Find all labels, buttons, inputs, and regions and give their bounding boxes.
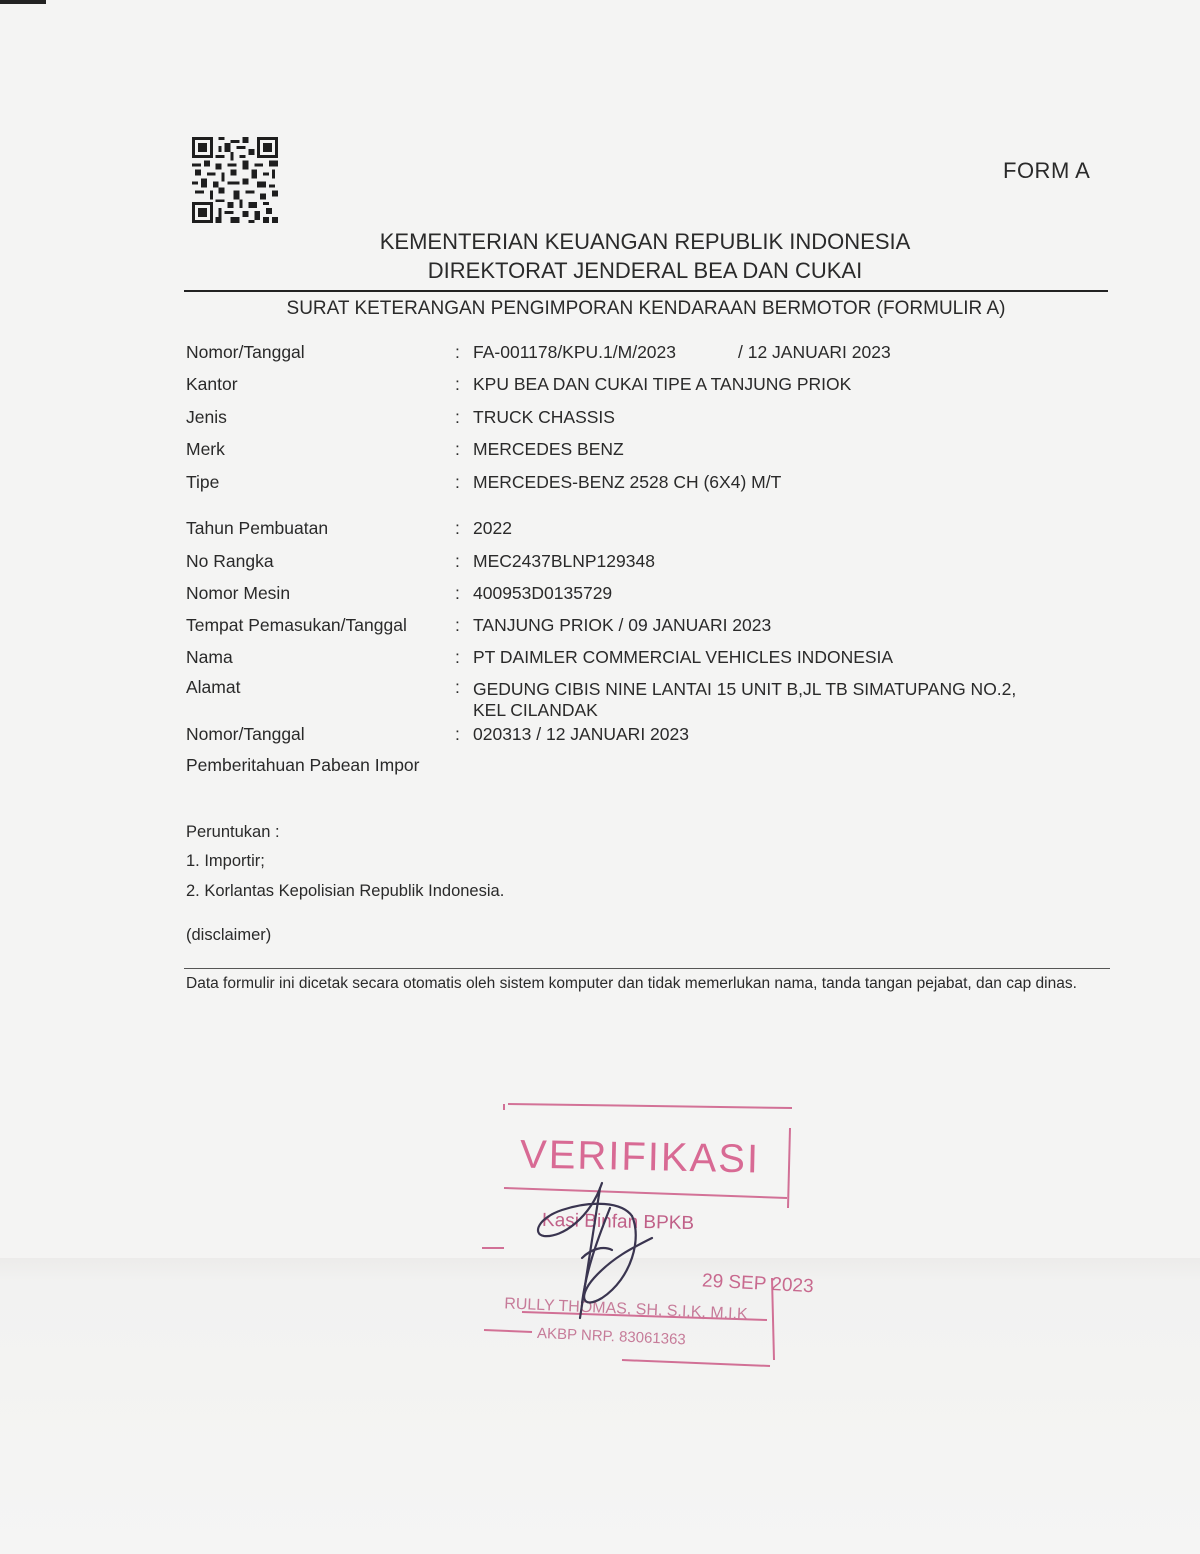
peruntukan-title: Peruntukan : xyxy=(186,823,280,841)
field-colon: : xyxy=(455,342,460,362)
qr-code-icon xyxy=(192,137,278,223)
field-label: Nomor/Tanggal xyxy=(186,724,305,744)
field-colon: : xyxy=(455,647,460,667)
field-colon: : xyxy=(455,583,460,603)
field-value-date: / 12 JANUARI 2023 xyxy=(738,342,891,362)
field-colon: : xyxy=(455,551,460,571)
disclaimer-text: Data formulir ini dicetak secara otomatis oleh sistem komputer dan tidak memerlukan nama, tanda tangan pejabat, dan cap dinas. xyxy=(186,975,1077,992)
stamp-date: 29 SEP 2023 xyxy=(701,1270,815,1298)
field-label: Nomor/Tanggal xyxy=(186,342,305,362)
field-value: GEDUNG CIBIS NINE LANTAI 15 UNIT B,JL TB SIMATUPANG NO.2, xyxy=(473,679,1017,699)
stamp-rank: AKBP NRP. 83061363 xyxy=(536,1324,687,1349)
field-colon: : xyxy=(455,407,460,427)
field-value: MERCEDES BENZ xyxy=(473,439,624,459)
document-title: SURAT KETERANGAN PENGIMPORAN KENDARAAN BERMOTOR (FORMULIR A) xyxy=(286,298,1006,319)
field-colon: : xyxy=(455,615,460,635)
field-label: Merk xyxy=(186,439,225,459)
field-label: Nomor Mesin xyxy=(186,583,291,603)
field-colon: : xyxy=(455,677,460,697)
peruntukan-item: 1. Importir; xyxy=(186,852,265,870)
field-value: 2022 xyxy=(473,518,512,538)
verification-stamp xyxy=(482,1098,815,1366)
field-value: MERCEDES-BENZ 2528 CH (6X4) M/T xyxy=(473,472,782,492)
stamp-name: RULLY THOMAS, SH, S.I.K, M.I.K xyxy=(503,1295,749,1324)
field-value: TANJUNG PRIOK / 09 JANUARI 2023 xyxy=(473,615,772,635)
disclaimer-label: (disclaimer) xyxy=(186,926,272,944)
field-label: Jenis xyxy=(186,407,227,427)
stamp-position: Kasi Binfan BPKB xyxy=(541,1209,695,1235)
field-label-line2: Pemberitahuan Pabean Impor xyxy=(186,755,420,775)
field-value-line2: KEL CILANDAK xyxy=(473,700,598,720)
field-label: No Rangka xyxy=(186,551,274,571)
field-label: Alamat xyxy=(186,677,241,697)
field-value: KPU BEA DAN CUKAI TIPE A TANJUNG PRIOK xyxy=(473,374,852,394)
field-label: Tahun Pembuatan xyxy=(186,518,329,538)
field-value: MEC2437BLNP129348 xyxy=(473,551,655,571)
field-label: Kantor xyxy=(186,374,238,394)
disclaimer-divider xyxy=(184,968,1110,969)
ministry-name: KEMENTERIAN KEUANGAN REPUBLIK INDONESIA xyxy=(379,229,911,254)
field-value: 020313 / 12 JANUARI 2023 xyxy=(473,724,689,744)
field-value: PT DAIMLER COMMERCIAL VEHICLES INDONESIA xyxy=(473,647,894,667)
field-label: Tempat Pemasukan/Tanggal xyxy=(186,615,407,635)
directorate-name: DIREKTORAT JENDERAL BEA DAN CUKAI xyxy=(427,258,863,283)
field-value: FA-001178/KPU.1/M/2023 xyxy=(473,342,676,362)
field-colon: : xyxy=(455,374,460,394)
field-colon: : xyxy=(455,724,460,744)
form-label: FORM A xyxy=(1003,158,1091,183)
peruntukan-item: 2. Korlantas Kepolisian Republik Indonesia. xyxy=(186,882,505,900)
field-value: TRUCK CHASSIS xyxy=(473,407,615,427)
field-value: 400953D0135729 xyxy=(473,583,613,603)
stamp-title: VERIFIKASI xyxy=(519,1132,761,1182)
field-label: Nama xyxy=(186,647,233,667)
field-label: Tipe xyxy=(186,472,220,492)
field-colon: : xyxy=(455,439,460,459)
field-colon: : xyxy=(455,472,460,492)
scan-corner-mark xyxy=(0,0,46,4)
field-colon: : xyxy=(455,518,460,538)
header-divider xyxy=(184,290,1108,292)
